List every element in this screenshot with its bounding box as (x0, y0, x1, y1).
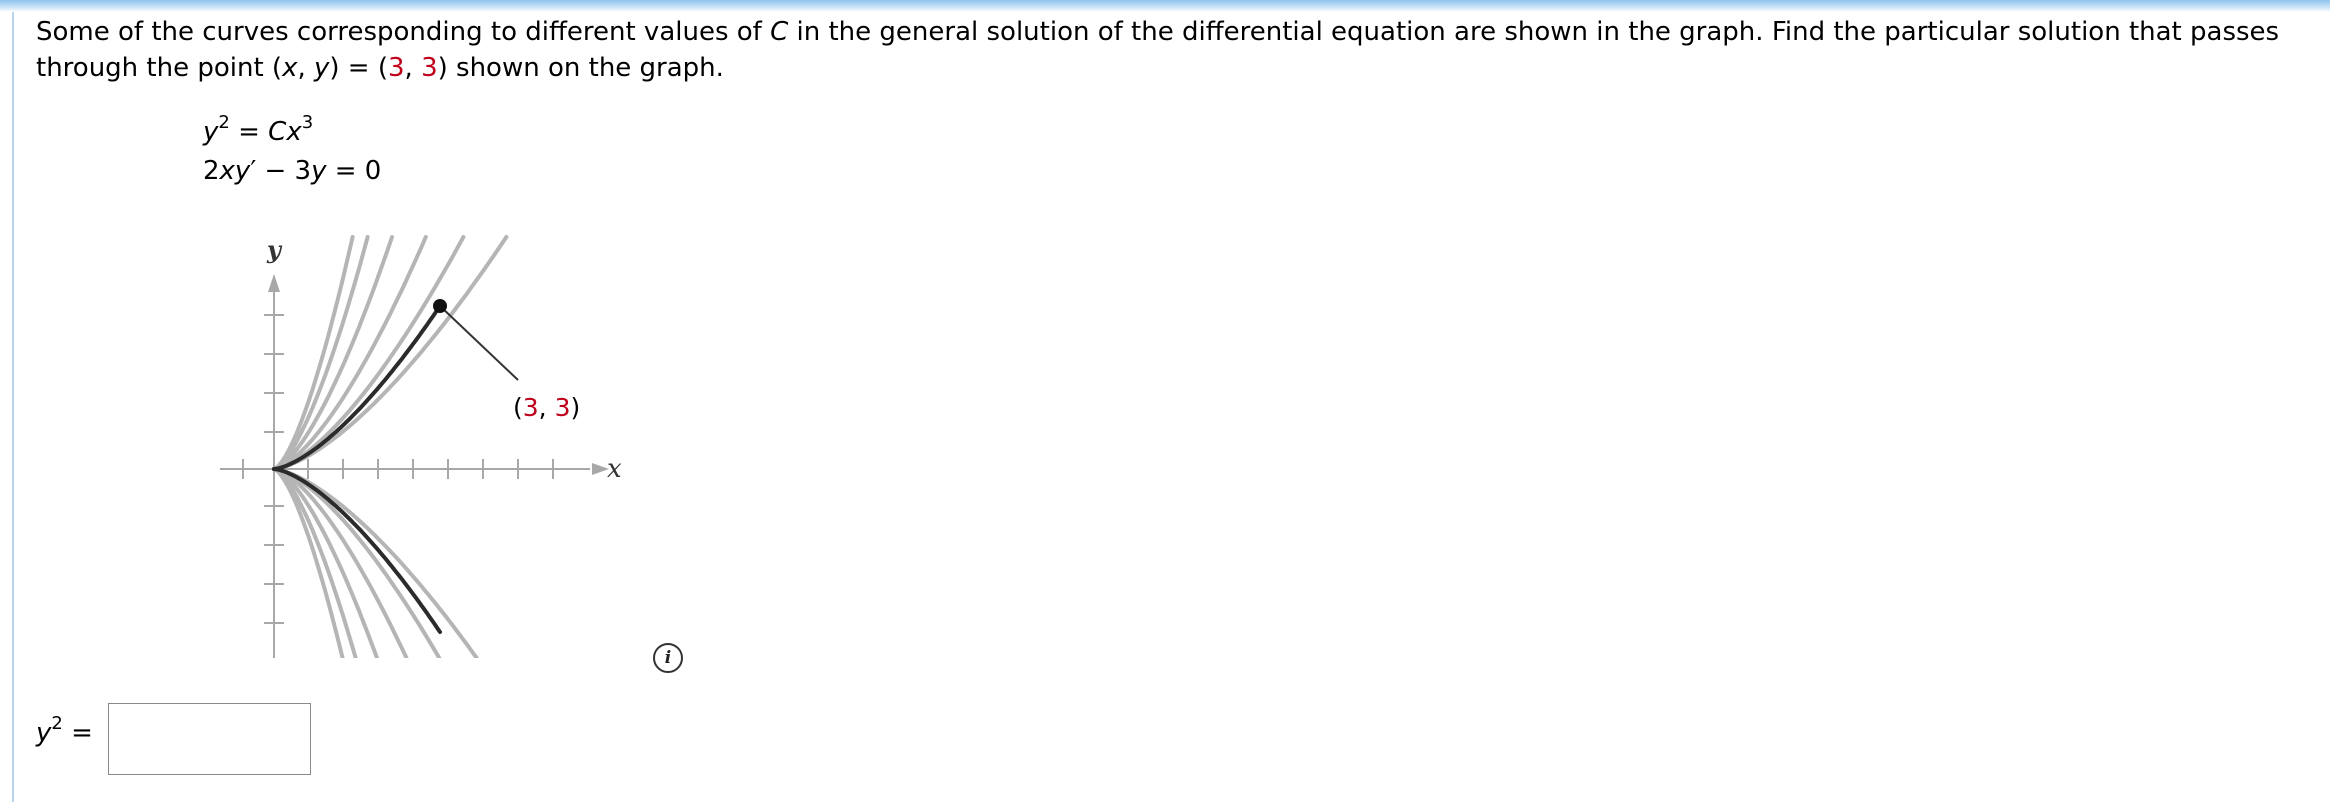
x-axis-label: x (607, 454, 622, 484)
point-3-3-label: (3, 3) (513, 393, 581, 422)
point-3-3-marker (433, 299, 447, 313)
point-leader-line (440, 306, 518, 380)
info-icon[interactable]: i (653, 643, 683, 673)
question-text: Some of the curves corresponding to different values of C in the general solution of the differential equation are shown in the graph. Find the particular solution that passes through the point (x, y) = (3, 3) shown on the graph. (36, 17, 2280, 83)
general-solution-equation: $y^2 = Cx^3$ (203, 112, 314, 147)
family-curves (274, 237, 506, 658)
answer-label: $y^2$ = (36, 713, 93, 748)
top-accent-bar (0, 0, 2330, 12)
answer-input[interactable] (108, 703, 311, 775)
family-curve-upper (274, 237, 368, 469)
family-curve-lower (274, 469, 356, 658)
point-y-value: 3 (421, 53, 438, 83)
left-border-rule (12, 12, 14, 802)
differential-equation: 2xy′ − 3y = 0 (203, 156, 382, 186)
point-x-value: 3 (388, 53, 405, 83)
solution-curves-graph (200, 228, 640, 658)
y-axis-label: y (267, 235, 281, 264)
